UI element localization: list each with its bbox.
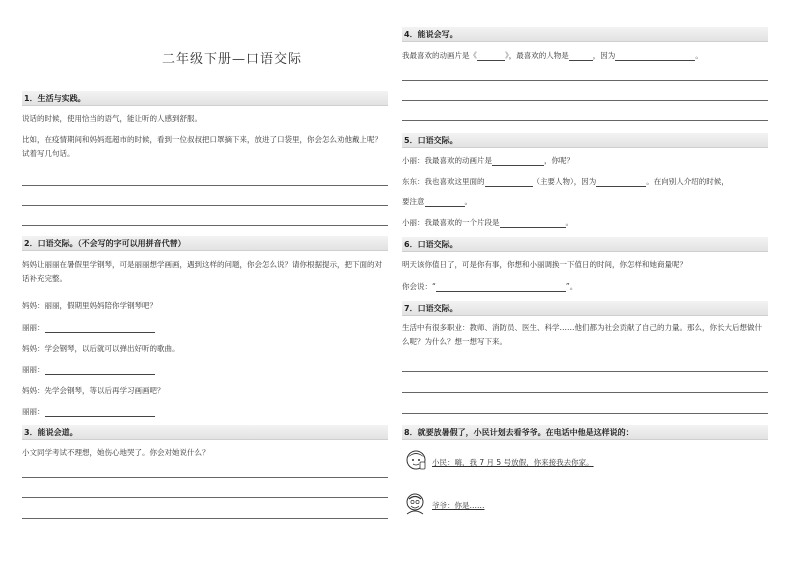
speaker-text: 丽丽： — [22, 323, 45, 332]
answer-line[interactable] — [402, 392, 768, 393]
fill-blank[interactable] — [45, 323, 155, 333]
sentence-part: 小丽：我最喜欢的一个片段是 — [402, 218, 500, 227]
fill-blank[interactable] — [45, 365, 155, 375]
sentence-part: （主要人物），因为 — [532, 177, 597, 186]
answer-line[interactable] — [22, 477, 388, 478]
section-1-text: 说话的时候，使用恰当的语气，能让听的人感到舒服。 — [22, 114, 202, 123]
answer-line[interactable] — [402, 413, 768, 414]
section-3-question: 小文同学考试不理想，她伤心地哭了。你会对她说什么？ — [22, 448, 210, 457]
answer-line[interactable] — [402, 80, 768, 81]
fill-blank[interactable] — [436, 282, 566, 292]
sentence-part: 东东：我也喜欢这里面的 — [402, 177, 485, 186]
section-6-heading: 6．口语交际。 — [402, 237, 768, 252]
grandpa-speech: 爷爷：你是…… — [432, 501, 485, 510]
sentence-part: 。在向别人介绍的时候， — [646, 177, 729, 186]
sentence-part: ，你呢？ — [544, 156, 574, 165]
fill-blank[interactable] — [615, 51, 695, 61]
fill-blank[interactable] — [485, 177, 533, 187]
dialogue-line — [22, 323, 155, 333]
section-6-question: 明天该你值日了，可是你有事，你想和小丽调换一下值日的时间，你怎样和她商量呢？ — [402, 260, 687, 269]
boy-avatar-icon — [404, 448, 428, 472]
dialogue-line: 妈妈：先学会钢琴，等以后再学习画画吧？ — [22, 386, 165, 395]
sentence-part: 。 — [695, 51, 703, 60]
section-5-heading: 5．口语交际。 — [402, 133, 768, 148]
dialogue-line — [402, 197, 472, 207]
sentence-part: ，因为 — [592, 51, 616, 60]
dialogue-line — [402, 218, 573, 228]
answer-line[interactable] — [22, 518, 388, 519]
section-2-question: 妈妈让丽丽在暑假里学钢琴，可是丽丽想学画画，遇到这样的问题，你会怎么说？请你根据提示，把下面的对话补充完整。 — [22, 260, 382, 283]
sentence-part: 。 — [565, 218, 573, 227]
section-3-heading: 3．能说会道。 — [22, 425, 388, 440]
dialogue-line — [402, 177, 729, 187]
fill-blank[interactable] — [596, 177, 646, 187]
fill-blank[interactable] — [425, 197, 465, 207]
answer-line[interactable] — [22, 205, 388, 206]
section-8-heading: 8．就要放暑假了，小民计划去看爷爷。在电话中他是这样说的： — [402, 425, 768, 440]
dialogue-line: 妈妈：学会钢琴，以后就可以弹出好听的歌曲。 — [22, 344, 180, 353]
sentence-part: ”。 — [565, 282, 578, 291]
section-1-question: 比如，在疫情期间和妈妈逛超市的时候，看到一位叔叔把口罩摘下来，放进了口袋里，你会怎么劝他戴上呢？试着写几句话。 — [22, 135, 382, 158]
speaker-text: 丽丽： — [22, 365, 45, 374]
answer-line[interactable] — [402, 120, 768, 121]
dialogue-line: 妈妈：丽丽，假期里妈妈陪你学钢琴吧？ — [22, 301, 157, 310]
fill-blank[interactable] — [477, 51, 505, 61]
section-4-heading: 4．能说会写。 — [402, 27, 768, 42]
section-6-answer — [402, 282, 577, 292]
answer-line[interactable] — [402, 100, 768, 101]
page-title: 二年级下册—口语交际 — [161, 52, 302, 67]
section-7-heading: 7．口语交际。 — [402, 301, 768, 316]
dialogue-line — [402, 156, 574, 166]
xiaomin-speech: 小民：嗨，我 7 月 5 号放假，你来接我去你家。 — [432, 458, 594, 467]
section-4-sentence — [402, 51, 703, 61]
section-1-heading: 1．生活与实践。 — [22, 91, 388, 106]
grandpa-avatar-icon — [404, 491, 428, 515]
fill-blank[interactable] — [569, 51, 593, 61]
answer-line[interactable] — [22, 185, 388, 186]
fill-blank[interactable] — [500, 218, 566, 228]
sentence-part: 你会说：“ — [402, 282, 436, 291]
fill-blank[interactable] — [45, 407, 155, 417]
sentence-part: 。 — [464, 197, 472, 206]
fill-blank[interactable] — [492, 156, 544, 166]
answer-line[interactable] — [402, 371, 768, 372]
dialogue-line — [22, 365, 155, 375]
dialogue-line — [22, 407, 155, 417]
section-7-question: 生活中有很多职业：教师、消防员、医生、科学……他们都为社会贡献了自己的力量。那么，你长大后想做什么呢？为什么？想一想写下来。 — [402, 323, 762, 346]
sentence-part: 小丽：我最喜欢的动画片是 — [402, 156, 492, 165]
section-2-heading: 2．口语交际。（不会写的字可以用拼音代替） — [22, 236, 388, 251]
sentence-part: 》，最喜欢的人物是 — [505, 51, 569, 60]
sentence-part: 我最喜欢的动画片是《 — [402, 51, 477, 60]
answer-line[interactable] — [22, 225, 388, 226]
answer-line[interactable] — [22, 497, 388, 498]
sentence-part: 要注意 — [402, 197, 425, 206]
speaker-text: 丽丽： — [22, 407, 45, 416]
